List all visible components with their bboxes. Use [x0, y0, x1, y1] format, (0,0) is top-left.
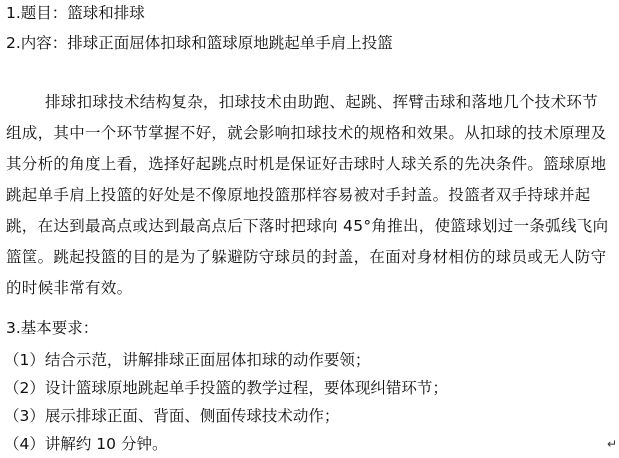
requirement-item: （2）设计篮球原地跳起单手投篮的教学过程，要体现纠错环节； — [4, 379, 448, 397]
requirement-item: （3）展示排球正面、背面、侧面传球技术动作； — [4, 407, 340, 425]
requirement-item: （1）结合示范，讲解排球正面屈体扣球的动作要领； — [4, 351, 371, 369]
content-heading: 2.内容：排球正面屈体扣球和篮球原地跳起单手肩上投篮 — [6, 34, 393, 52]
requirements-list — [0, 346, 448, 458]
requirements-title: 3.基本要求： — [6, 319, 99, 337]
topic-heading: 1.题目：篮球和排球 — [6, 4, 145, 22]
paragraph-mark-icon: ↵ — [607, 437, 618, 451]
requirement-item: （4）讲解约 10 分钟。 — [4, 435, 168, 453]
body-paragraph: 排球扣球技术结构复杂，扣球技术由助跑、起跳、挥臂击球和落地几个技术环节组成，其中一个环节掌握不好，就会影响扣球技术的规格和效果。从扣球的技术原理及其分析的角度上看，选择好起跳点时机是保证好击球时人球关系的先决条件。篮球原地跳起单手肩上投篮的好处是不像原地投篮那样容易被对手封盖。投篮者双手持球并起跳，在达到最高点或达到最高点后下落时把球向 45°角推出，使篮球划过一条弧线飞向篮筐。跳起投篮的目的是为了躲避防守球员的封盖，在面对身材相仿的球员或无人防守的时候非常有效。 — [6, 93, 609, 297]
